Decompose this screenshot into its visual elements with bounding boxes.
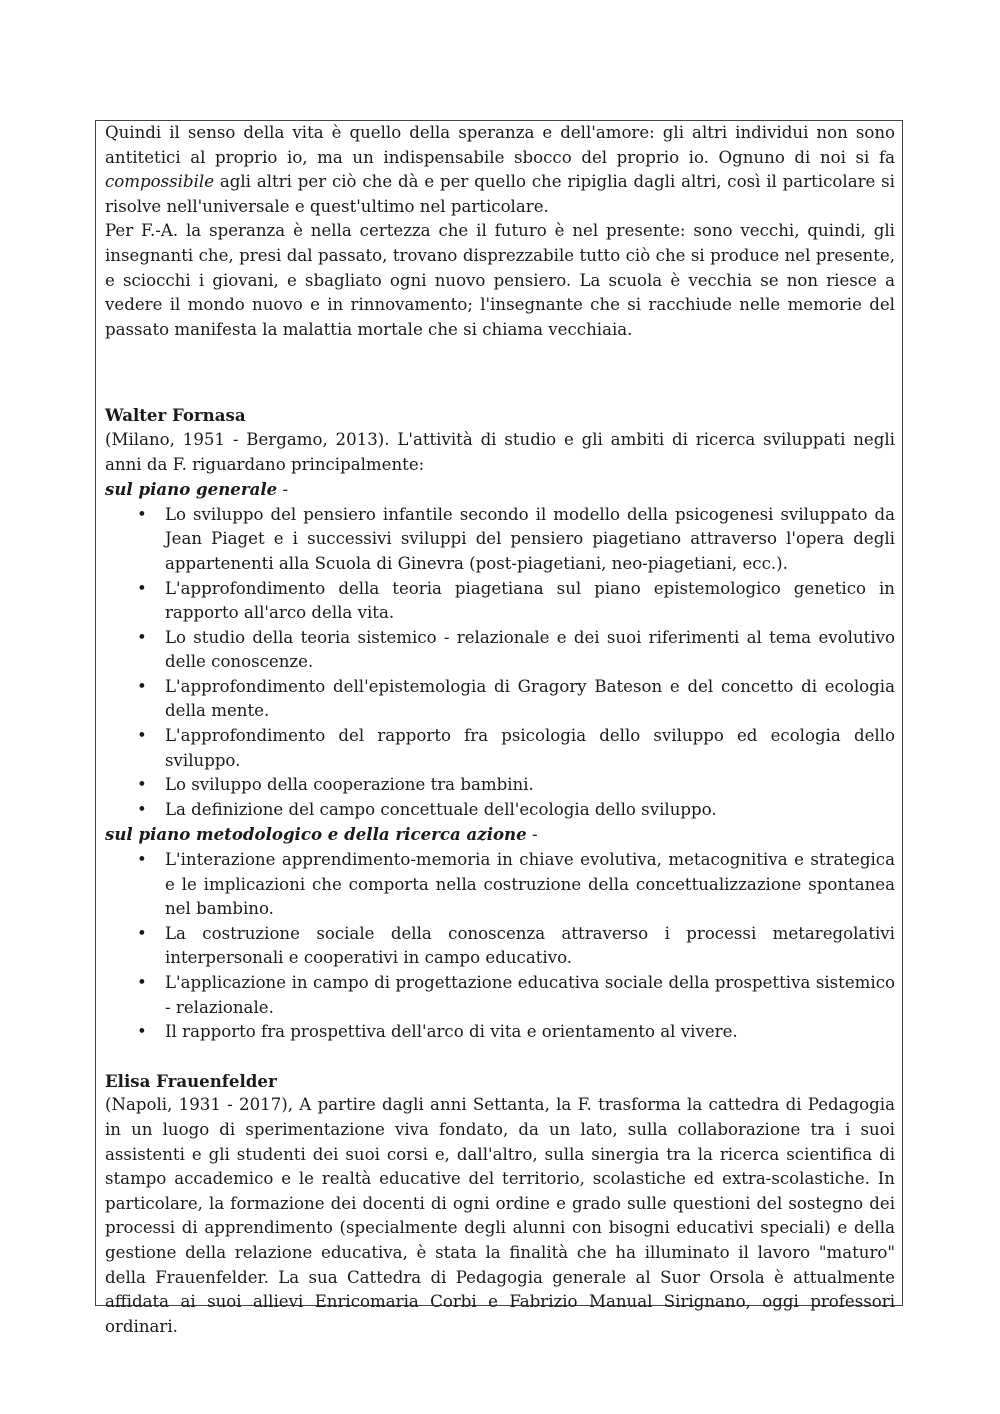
entry-name-fornasa: Walter Fornasa xyxy=(105,405,246,426)
list-item: • L'approfondimento della teoria piagetiana sul piano epistemologico genetico in rapporto all'arco della vita. xyxy=(165,577,895,626)
intro-text-b: agli altri per ciò che dà e per quello che ripiglia dagli altri, così il particolare si risolve nell'universale e quest'ultimo nel particolare. xyxy=(105,172,895,216)
list-item: • L'approfondimento dell'epistemologia di Gragory Bateson e del concetto di ecologia della mente. xyxy=(165,675,895,724)
document-body xyxy=(105,121,895,1339)
fornasa-section-heading-1 xyxy=(105,477,895,503)
fornasa-list-methodological xyxy=(105,848,895,1045)
fornasa-section-heading-2 xyxy=(105,822,895,848)
list-item: • L'applicazione in campo di progettazione educativa sociale della prospettiva sistemico - relazionale. xyxy=(165,971,895,1020)
section-suffix: - xyxy=(526,825,538,845)
frauenfelder-paragraph: (Napoli, 1931 - 2017), A partire dagli anni Settanta, la F. trasforma la cattedra di Pedagogia in un luogo di sperimentazione viva fondato, da un lato, sulla collaborazione tra i suoi assistenti e gli studenti dei suoi corsi e, dall'altro, sulla sinergia tra la ricerca scientifica di stampo accademico e le realtà educative del territorio, scolastiche ed extra-scolastiche. In particolare, la formazione dei docenti di ogni ordine e grado sulle questioni del sostegno dei processi di apprendimento (specialmente degli alunni con bisogni educativi speciali) e della gestione della relazione educativa, è stata la finalità che ha illuminato il lavoro "maturo" della Frauenfelder. La sua Cattedra di Pedagogia generale al Suor Orsola è attualmente affidata ai suoi allievi Enricomaria Corbi e Fabrizio Manual Sirignano, oggi professori ordinari. xyxy=(105,1095,895,1336)
fornasa-intro: (Milano, 1951 - Bergamo, 2013). L'attività di studio e gli ambiti di ricerca sviluppati negli anni da F. riguardano principalmente: xyxy=(105,429,895,474)
intro-emphasis: compossibile xyxy=(105,172,215,192)
list-item: • La costruzione sociale della conoscenza attraverso i processi metaregolativi interpersonali e cooperativi in campo educativo. xyxy=(165,922,895,971)
list-item: • Lo studio della teoria sistemico - relazionale e dei suoi riferimenti al tema evolutivo delle conoscenze. xyxy=(165,626,895,675)
intro-text-a: Quindi il senso della vita è quello della speranza e dell'amore: gli altri individui non sono antitetici al proprio io, ma un indispensabile sbocco del proprio io. Ognuno di noi si fa xyxy=(105,123,895,167)
list-item: • L'approfondimento del rapporto fra psicologia dello sviluppo ed ecologia dello sviluppo. xyxy=(165,724,895,773)
section-suffix: - xyxy=(277,480,289,500)
list-item: • L'interazione apprendimento-memoria in chiave evolutiva, metacognitiva e strategica e le implicazioni che comporta nella costruzione della concettualizzazione spontanea nel bambino. xyxy=(165,848,895,922)
list-item: • Lo sviluppo del pensiero infantile secondo il modello della psicogenesi sviluppato da Jean Piaget e i successivi sviluppi del pensiero piagetiano attraverso l'opera degli appartenenti alla Scuola di Ginevra (post-piagetiani, neo-piagetiani, ecc.). xyxy=(165,503,895,577)
intro-paragraph-2: Per F.-A. la speranza è nella certezza che il futuro è nel presente: sono vecchi, quindi, gli insegnanti che, presi dal passato, trovano disprezzabile tutto ciò che si produce nel presente, e sciocchi i giovani, e sbagliato ogni nuovo pensiero. La scuola è vecchia se non riesce a vedere il mondo nuovo e in rinnovamento; l'insegnante che si racchiude nelle memorie del passato manifesta la malattia mortale che si chiama vecchiaia. xyxy=(105,221,895,339)
intro-paragraph-1 xyxy=(105,121,895,219)
fornasa-list-general xyxy=(105,503,895,823)
section-title: sul piano generale xyxy=(105,479,278,500)
list-item: • Il rapporto fra prospettiva dell'arco di vita e orientamento al vivere. xyxy=(165,1020,895,1045)
section-title: sul piano metodologico e della ricerca azione xyxy=(105,824,527,845)
list-item: • La definizione del campo concettuale dell'ecologia dello sviluppo. xyxy=(165,798,895,823)
list-item: • Lo sviluppo della cooperazione tra bambini. xyxy=(165,773,895,798)
entry-name-frauenfelder: Elisa Frauenfelder xyxy=(105,1070,277,1091)
